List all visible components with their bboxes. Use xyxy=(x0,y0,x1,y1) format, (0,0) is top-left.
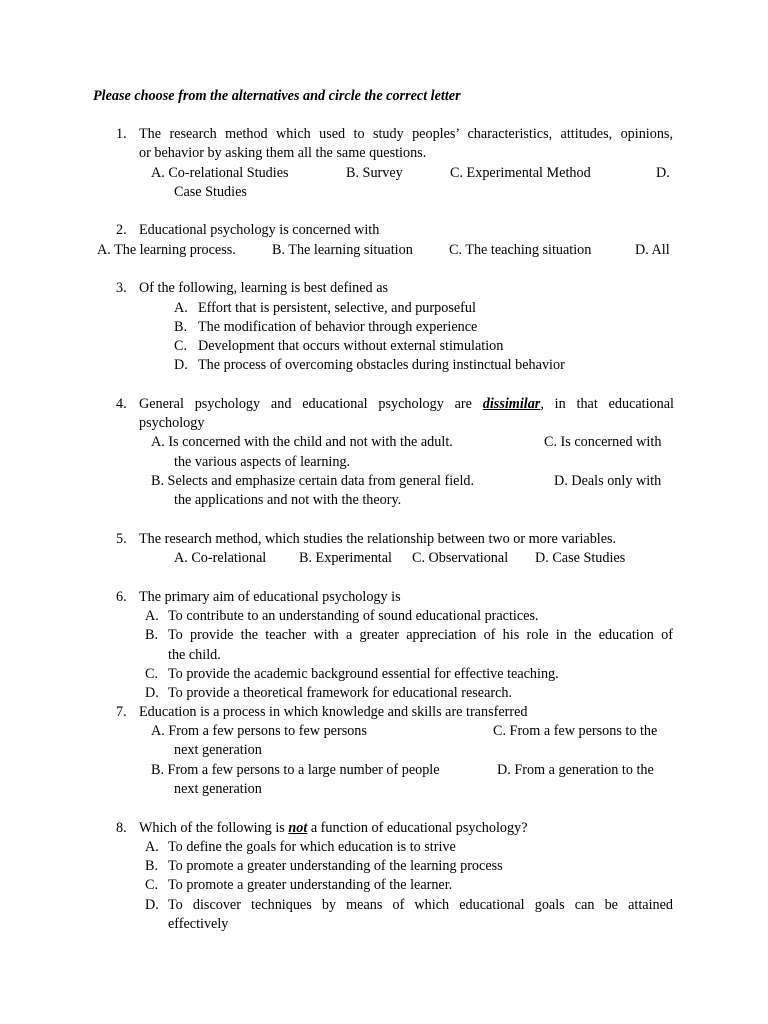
option-c: To provide the academic background essential for effective teaching. xyxy=(168,666,559,682)
keyword-not: not xyxy=(288,820,308,836)
option-b-label: B. xyxy=(174,319,188,335)
option-a: To contribute to an understanding of sound educational practices. xyxy=(168,608,539,624)
question-text: The primary aim of educational psychology is xyxy=(139,589,401,605)
question-text: Education is a process in which knowledge and skills are transferred xyxy=(139,704,528,720)
option-b: To provide the teacher with a greater appreciation of his role in the education of xyxy=(168,627,673,643)
option-d-label: D. xyxy=(174,357,188,373)
question-text-post: a function of educational psychology? xyxy=(307,820,528,836)
option-a: A. Co-relational xyxy=(174,550,267,566)
question-text: Educational psychology is concerned with xyxy=(139,222,380,238)
option-d: D. From a generation to the xyxy=(497,762,654,778)
option-d: D. All xyxy=(635,242,670,258)
option-c: Development that occurs without external stimulation xyxy=(198,338,504,354)
question-text xyxy=(139,395,674,414)
option-a: A. Co-relational Studies xyxy=(151,165,289,181)
option-c: To promote a greater understanding of the learner. xyxy=(168,877,453,893)
option-a: A. The learning process. xyxy=(97,242,236,258)
option-b-label: B. xyxy=(145,627,159,643)
option-b: B. From a few persons to a large number of people xyxy=(151,762,440,778)
keyword-dissimilar: dissimilar xyxy=(482,396,541,412)
option-d: D. Deals only with xyxy=(554,473,662,489)
option-a-label: A. xyxy=(174,300,188,316)
option-c: C. Experimental Method xyxy=(450,165,591,181)
question-number: 3. xyxy=(116,280,127,296)
instruction: Please choose from the alternatives and circle the correct letter xyxy=(93,88,461,104)
option-c: C. Observational xyxy=(412,550,509,566)
option-d-text: Case Studies xyxy=(174,184,247,200)
question-text: The research method which used to study peoples’ characteristics, attitudes, opinions, xyxy=(139,126,673,142)
question-number: 1. xyxy=(116,126,127,142)
option-a-label: A. xyxy=(145,839,159,855)
option-b-cont: the child. xyxy=(168,647,221,663)
option-c: C. The teaching situation xyxy=(449,242,592,258)
option-b: B. Selects and emphasize certain data from general field. xyxy=(151,473,475,489)
question-text-pre: Which of the following is xyxy=(139,820,289,836)
question-number: 2. xyxy=(116,222,127,238)
option-a-cont: the various aspects of learning. xyxy=(174,454,351,470)
option-c-label: C. xyxy=(145,666,159,682)
option-a-label: A. xyxy=(145,608,159,624)
option-c: C. From a few persons to the xyxy=(493,723,658,739)
question-text-pre: General psychology and educational psychology are xyxy=(139,396,483,412)
question-number: 6. xyxy=(116,589,127,605)
question-number: 8. xyxy=(116,820,127,836)
option-d: The process of overcoming obstacles during instinctual behavior xyxy=(198,357,565,373)
question-text: The research method, which studies the relationship between two or more variables. xyxy=(139,531,617,547)
question-text-cont: psychology xyxy=(139,415,205,431)
option-d-label: D. xyxy=(145,897,159,913)
option-a: Effort that is persistent, selective, and purposeful xyxy=(198,300,476,316)
question-text: Of the following, learning is best defined as xyxy=(139,280,389,296)
question-number: 5. xyxy=(116,531,127,547)
question-number: 4. xyxy=(116,396,127,412)
option-b-cont: next generation xyxy=(174,781,262,797)
question-text-post: , in that educational xyxy=(540,396,674,412)
option-b: To promote a greater understanding of the learning process xyxy=(168,858,503,874)
option-c-label: C. xyxy=(174,338,188,354)
option-a: A. From a few persons to few persons xyxy=(151,723,367,739)
option-b: The modification of behavior through experience xyxy=(198,319,478,335)
question-number: 7. xyxy=(116,704,127,720)
option-d-cont: effectively xyxy=(168,916,229,932)
option-b-cont: the applications and not with the theory. xyxy=(174,492,402,508)
option-d: To provide a theoretical framework for educational research. xyxy=(168,685,513,701)
option-d: To discover techniques by means of which educational goals can be attained xyxy=(168,897,673,913)
option-d-label: D. xyxy=(145,685,159,701)
option-a: To define the goals for which education is to strive xyxy=(168,839,456,855)
option-b: B. Experimental xyxy=(299,550,392,566)
question-text-cont: or behavior by asking them all the same questions. xyxy=(139,145,427,161)
option-c-label: C. xyxy=(145,877,159,893)
option-b: B. Survey xyxy=(346,165,403,181)
option-d: D. xyxy=(656,165,670,181)
option-b: B. The learning situation xyxy=(272,242,413,258)
option-a: A. Is concerned with the child and not with the adult. xyxy=(151,434,453,450)
option-b-label: B. xyxy=(145,858,159,874)
option-c: C. Is concerned with xyxy=(544,434,662,450)
option-a-cont: next generation xyxy=(174,742,262,758)
question-text xyxy=(139,819,528,838)
option-d: D. Case Studies xyxy=(535,550,626,566)
